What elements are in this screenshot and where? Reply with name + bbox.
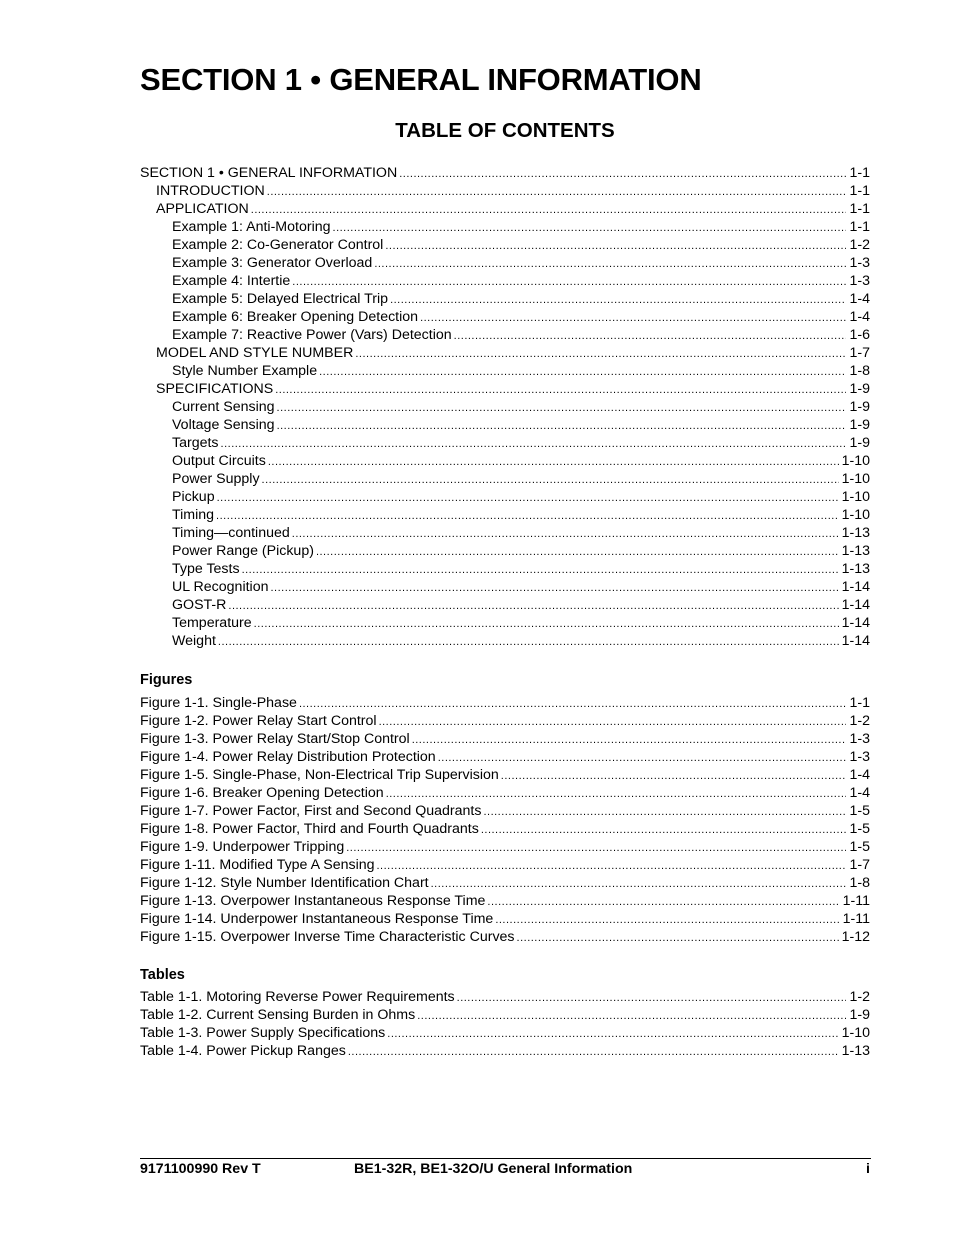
entry-text: UL Recognition bbox=[172, 579, 269, 595]
toc-entry[interactable] bbox=[140, 578, 870, 596]
entry-text: Figure 1-9. Underpower Tripping bbox=[140, 839, 345, 855]
leader-dots bbox=[431, 875, 847, 892]
entry-text: Current Sensing bbox=[172, 399, 275, 415]
entry-page: 1-13 bbox=[841, 1043, 870, 1059]
entry-page: 1-2 bbox=[849, 989, 870, 1005]
leader-dots bbox=[217, 489, 839, 506]
figure-entry[interactable] bbox=[140, 874, 870, 892]
leader-dots bbox=[483, 803, 846, 820]
leader-dots bbox=[417, 1007, 846, 1024]
entry-text: Figure 1-13. Overpower Instantaneous Response Time bbox=[140, 893, 486, 909]
entry-text: Timing bbox=[172, 507, 215, 523]
entry-text: Example 1: Anti-Motoring bbox=[172, 219, 331, 235]
entry-text: Pickup bbox=[172, 489, 215, 505]
entry-text: Figure 1-12. Style Number Identification Chart bbox=[140, 875, 429, 891]
entry-page: 1-5 bbox=[849, 803, 870, 819]
figure-entry[interactable] bbox=[140, 784, 870, 802]
entry-page: 1-4 bbox=[849, 291, 870, 307]
toc-entry[interactable] bbox=[140, 398, 870, 416]
entry-page: 1-3 bbox=[849, 255, 870, 271]
footer-doc-title: BE1-32R, BE1-32O/U General Information bbox=[354, 1161, 633, 1177]
leader-dots bbox=[387, 1025, 838, 1042]
toc-entry[interactable] bbox=[140, 560, 870, 578]
entry-page: 1-1 bbox=[849, 183, 870, 199]
leader-dots bbox=[218, 633, 839, 650]
entry-text: Temperature bbox=[172, 615, 252, 631]
tables-list bbox=[140, 988, 870, 1060]
leader-dots bbox=[275, 381, 846, 398]
leader-dots bbox=[487, 893, 839, 910]
footer-page-number: i bbox=[866, 1161, 870, 1177]
entry-text: MODEL AND STYLE NUMBER bbox=[156, 345, 354, 361]
figure-entry[interactable] bbox=[140, 928, 870, 946]
leader-dots bbox=[270, 579, 838, 596]
table-entry[interactable] bbox=[140, 1042, 870, 1060]
entry-page: 1-4 bbox=[849, 767, 870, 783]
figure-entry[interactable] bbox=[140, 712, 870, 730]
figure-entry[interactable] bbox=[140, 748, 870, 766]
entry-page: 1-7 bbox=[849, 345, 870, 361]
entry-page: 1-10 bbox=[841, 453, 870, 469]
toc-entry[interactable] bbox=[140, 236, 870, 254]
leader-dots bbox=[316, 543, 839, 560]
entry-page: 1-3 bbox=[849, 273, 870, 289]
figure-entry[interactable] bbox=[140, 856, 870, 874]
toc-entry[interactable] bbox=[140, 506, 870, 524]
entry-page: 1-9 bbox=[849, 1007, 870, 1023]
leader-dots bbox=[374, 255, 846, 272]
figure-entry[interactable] bbox=[140, 892, 870, 910]
leader-dots bbox=[292, 525, 839, 542]
toc-entry[interactable] bbox=[140, 164, 870, 182]
entry-text: Type Tests bbox=[172, 561, 240, 577]
toc-entry[interactable] bbox=[140, 182, 870, 200]
leader-dots bbox=[221, 435, 847, 452]
entry-page: 1-6 bbox=[849, 327, 870, 343]
entry-page: 1-14 bbox=[841, 633, 870, 649]
entry-text: Figure 1-11. Modified Type A Sensing bbox=[140, 857, 375, 873]
footer-divider bbox=[140, 1158, 871, 1159]
entry-text: Example 6: Breaker Opening Detection bbox=[172, 309, 419, 325]
leader-dots bbox=[251, 201, 847, 218]
leader-dots bbox=[292, 273, 846, 290]
figure-entry[interactable] bbox=[140, 766, 870, 784]
table-entry[interactable] bbox=[140, 988, 870, 1006]
toc-entry[interactable] bbox=[140, 452, 870, 470]
entry-page: 1-14 bbox=[841, 597, 870, 613]
entry-text: Weight bbox=[172, 633, 216, 649]
entry-page: 1-9 bbox=[849, 381, 870, 397]
leader-dots bbox=[277, 399, 847, 416]
figure-entry[interactable] bbox=[140, 838, 870, 856]
entry-page: 1-13 bbox=[841, 525, 870, 541]
entry-page: 1-4 bbox=[849, 309, 870, 325]
toc-entry[interactable] bbox=[140, 470, 870, 488]
leader-dots bbox=[399, 165, 846, 182]
entry-page: 1-1 bbox=[849, 219, 870, 235]
toc-entry[interactable] bbox=[140, 290, 870, 308]
figures-list bbox=[140, 694, 870, 946]
leader-dots bbox=[262, 471, 839, 488]
toc-entry[interactable] bbox=[140, 200, 870, 218]
entry-text: Timing—continued bbox=[172, 525, 290, 541]
entry-text: Figure 1-3. Power Relay Start/Stop Control bbox=[140, 731, 410, 747]
table-entry[interactable] bbox=[140, 1006, 870, 1024]
figures-heading: Figures bbox=[140, 672, 193, 688]
toc-entry[interactable] bbox=[140, 596, 870, 614]
leader-dots bbox=[501, 767, 847, 784]
leader-dots bbox=[390, 291, 846, 308]
toc-entry[interactable] bbox=[140, 218, 870, 236]
page-footer bbox=[140, 1160, 870, 1178]
entry-text: Example 4: Intertie bbox=[172, 273, 291, 289]
entry-page: 1-7 bbox=[849, 857, 870, 873]
leader-dots bbox=[457, 989, 847, 1006]
toc-entry[interactable] bbox=[140, 254, 870, 272]
leader-dots bbox=[438, 749, 847, 766]
entry-text: Example 5: Delayed Electrical Trip bbox=[172, 291, 389, 307]
entry-text: Style Number Example bbox=[172, 363, 318, 379]
entry-text: Targets bbox=[172, 435, 219, 451]
table-entry[interactable] bbox=[140, 1024, 870, 1042]
toc-entry[interactable] bbox=[140, 434, 870, 452]
entry-text: Power Range (Pickup) bbox=[172, 543, 314, 559]
leader-dots bbox=[333, 219, 847, 236]
leader-dots bbox=[319, 363, 846, 380]
leader-dots bbox=[216, 507, 839, 524]
entry-text: SECTION 1 • GENERAL INFORMATION bbox=[140, 165, 398, 181]
toc-entry[interactable] bbox=[140, 614, 870, 632]
entry-text: Example 3: Generator Overload bbox=[172, 255, 373, 271]
leader-dots bbox=[454, 327, 847, 344]
entry-text: GOST-R bbox=[172, 597, 227, 613]
leader-dots bbox=[268, 453, 839, 470]
entry-page: 1-10 bbox=[841, 489, 870, 505]
entry-page: 1-1 bbox=[849, 165, 870, 181]
entry-page: 1-5 bbox=[849, 821, 870, 837]
leader-dots bbox=[348, 1043, 839, 1060]
toc-entry[interactable] bbox=[140, 524, 870, 542]
leader-dots bbox=[385, 237, 846, 254]
toc-entry[interactable] bbox=[140, 380, 870, 398]
entry-page: 1-8 bbox=[849, 363, 870, 379]
entry-text: APPLICATION bbox=[156, 201, 249, 217]
entry-page: 1-10 bbox=[841, 1025, 870, 1041]
entry-text: Output Circuits bbox=[172, 453, 266, 469]
entry-text: Example 2: Co-Generator Control bbox=[172, 237, 384, 253]
leader-dots bbox=[379, 713, 847, 730]
entry-text: Figure 1-15. Overpower Inverse Time Characteristic Curves bbox=[140, 929, 515, 945]
entry-page: 1-4 bbox=[849, 785, 870, 801]
entry-text: Table 1-3. Power Supply Specifications bbox=[140, 1025, 386, 1041]
entry-page: 1-2 bbox=[849, 713, 870, 729]
entry-text: Power Supply bbox=[172, 471, 260, 487]
leader-dots bbox=[228, 597, 838, 614]
entry-text: Figure 1-4. Power Relay Distribution Protection bbox=[140, 749, 436, 765]
section-title: SECTION 1 • GENERAL INFORMATION bbox=[140, 62, 702, 97]
leader-dots bbox=[495, 911, 839, 928]
toc-entry[interactable] bbox=[140, 362, 870, 380]
entry-text: Table 1-2. Current Sensing Burden in Ohms bbox=[140, 1007, 416, 1023]
entry-page: 1-13 bbox=[841, 543, 870, 559]
contents-list bbox=[140, 164, 870, 650]
entry-page: 1-13 bbox=[841, 561, 870, 577]
leader-dots bbox=[481, 821, 847, 838]
toc-entry[interactable] bbox=[140, 488, 870, 506]
leader-dots bbox=[377, 857, 847, 874]
entry-page: 1-8 bbox=[849, 875, 870, 891]
figure-entry[interactable] bbox=[140, 910, 870, 928]
entry-page: 1-2 bbox=[849, 237, 870, 253]
entry-text: Figure 1-5. Single-Phase, Non-Electrical Trip Supervision bbox=[140, 767, 499, 783]
leader-dots bbox=[420, 309, 846, 326]
tables-heading: Tables bbox=[140, 967, 185, 983]
entry-page: 1-10 bbox=[841, 471, 870, 487]
toc-entry[interactable] bbox=[140, 344, 870, 362]
entry-text: Example 7: Reactive Power (Vars) Detection bbox=[172, 327, 452, 343]
leader-dots bbox=[242, 561, 839, 578]
leader-dots bbox=[412, 731, 847, 748]
leader-dots bbox=[277, 417, 847, 434]
leader-dots bbox=[386, 785, 847, 802]
entry-page: 1-14 bbox=[841, 579, 870, 595]
figure-entry[interactable] bbox=[140, 820, 870, 838]
figure-entry[interactable] bbox=[140, 802, 870, 820]
entry-page: 1-10 bbox=[841, 507, 870, 523]
toc-entry[interactable] bbox=[140, 326, 870, 344]
toc-entry[interactable] bbox=[140, 308, 870, 326]
toc-entry[interactable] bbox=[140, 542, 870, 560]
toc-heading: TABLE OF CONTENTS bbox=[395, 119, 615, 142]
entry-text: INTRODUCTION bbox=[156, 183, 265, 199]
entry-text: Figure 1-14. Underpower Instantaneous Response Time bbox=[140, 911, 494, 927]
entry-text: Figure 1-8. Power Factor, Third and Fourth Quadrants bbox=[140, 821, 479, 837]
entry-page: 1-5 bbox=[849, 839, 870, 855]
entry-page: 1-11 bbox=[842, 893, 870, 909]
entry-page: 1-14 bbox=[841, 615, 870, 631]
toc-entry[interactable] bbox=[140, 416, 870, 434]
entry-text: Figure 1-2. Power Relay Start Control bbox=[140, 713, 377, 729]
entry-page: 1-9 bbox=[849, 399, 870, 415]
entry-page: 1-9 bbox=[849, 417, 870, 433]
entry-text: Figure 1-1. Single-Phase bbox=[140, 695, 297, 711]
toc-entry[interactable] bbox=[140, 632, 870, 650]
entry-text: Figure 1-6. Breaker Opening Detection bbox=[140, 785, 384, 801]
footer-doc-number: 9171100990 Rev T bbox=[140, 1161, 261, 1177]
entry-text: Table 1-1. Motoring Reverse Power Requirements bbox=[140, 989, 455, 1005]
entry-page: 1-3 bbox=[849, 731, 870, 747]
leader-dots bbox=[299, 695, 847, 712]
entry-page: 1-1 bbox=[849, 201, 870, 217]
entry-text: SPECIFICATIONS bbox=[156, 381, 274, 397]
leader-dots bbox=[517, 929, 839, 946]
leader-dots bbox=[267, 183, 847, 200]
entry-page: 1-3 bbox=[849, 749, 870, 765]
entry-text: Table 1-4. Power Pickup Ranges bbox=[140, 1043, 346, 1059]
entry-text: Figure 1-7. Power Factor, First and Second Quadrants bbox=[140, 803, 482, 819]
entry-page: 1-9 bbox=[849, 435, 870, 451]
entry-page: 1-12 bbox=[841, 929, 870, 945]
leader-dots bbox=[254, 615, 839, 632]
leader-dots bbox=[346, 839, 846, 856]
toc-entry[interactable] bbox=[140, 272, 870, 290]
entry-page: 1-11 bbox=[842, 911, 870, 927]
entry-text: Voltage Sensing bbox=[172, 417, 275, 433]
leader-dots bbox=[355, 345, 846, 362]
figure-entry[interactable] bbox=[140, 694, 870, 712]
entry-page: 1-1 bbox=[849, 695, 870, 711]
figure-entry[interactable] bbox=[140, 730, 870, 748]
